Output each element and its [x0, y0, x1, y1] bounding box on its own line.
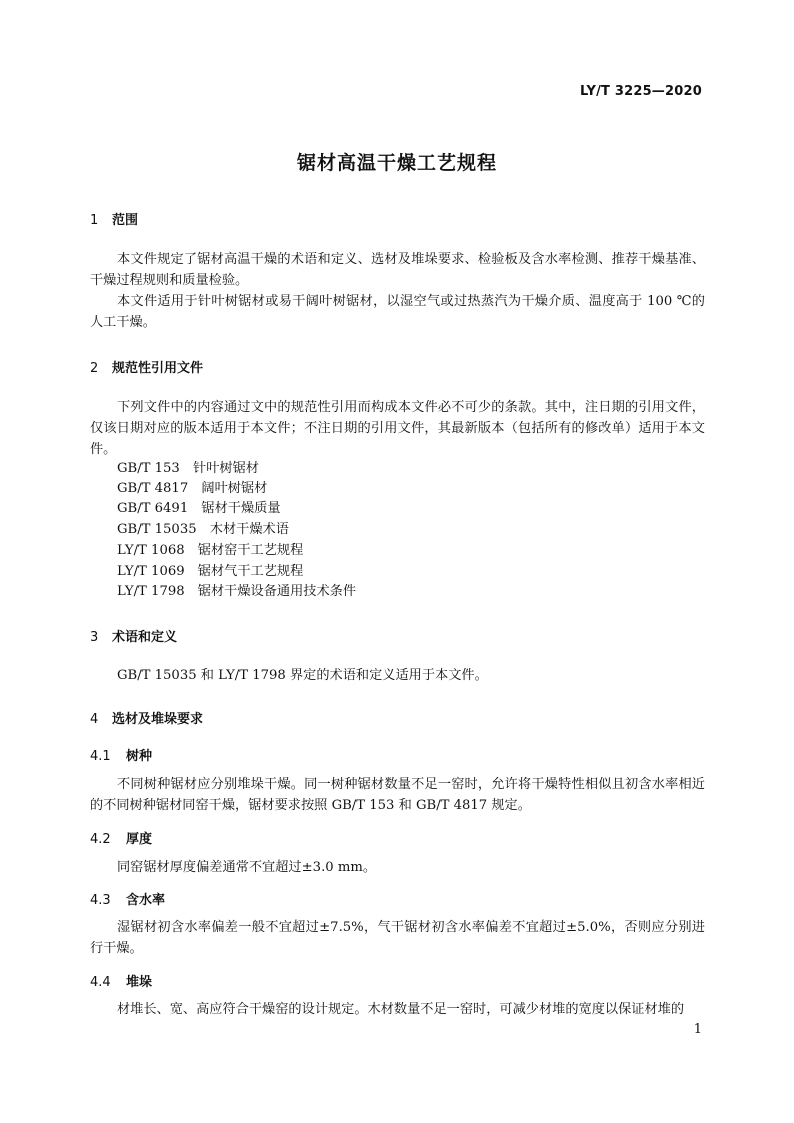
section-3-paragraph-1: GB/T 15035 和 LY/T 1798 界定的术语和定义适用于本文件。 [117, 668, 488, 683]
subsection-4-2-paragraph: 同窑锯材厚度偏差通常不宜超过±3.0 mm。 [117, 860, 377, 875]
section-2-paragraph-1: 下列文件中的内容通过文中的规范性引用而构成本文件必不可少的条款。其中，注日期的引用文件，仅该日期对应的版本适用于本文件；不注日期的引用文件，其最新版本（包括所有的修改单）适用于本文件。 [90, 400, 705, 457]
section-3-heading [90, 626, 177, 645]
subsection-number: 4.4 [90, 975, 111, 990]
reference-item: LY/T 1798 锯材干燥设备通用技术条件 [117, 584, 357, 599]
section-1-heading [90, 209, 138, 228]
subsection-title: 堆垛 [126, 975, 153, 990]
page-number: 1 [693, 1022, 702, 1037]
subsection-4-3-heading [90, 889, 165, 908]
section-title: 规范性引用文件 [112, 361, 204, 376]
subsection-4-3-paragraph: 湿锯材初含水率偏差一般不宜超过±7.5%，气干锯材初含水率偏差不宜超过±5.0%，否则应分别进行干燥。 [90, 920, 705, 956]
subsection-4-4-heading [90, 971, 152, 990]
subsection-4-1-paragraph: 不同树种锯材应分别堆垛干燥。同一树种锯材数量不足一窑时，允许将干燥特性相似且初含水率相近的不同树种锯材同窑干燥，锯材要求按照 GB/T 153 和 GB/T 4817 规定。 [90, 777, 705, 813]
subsection-number: 4.2 [90, 832, 111, 847]
subsection-4-4-paragraph: 材堆长、宽、高应符合干燥窑的设计规定。木材数量不足一窑时，可减少材堆的宽度以保证材堆的 [117, 1002, 685, 1017]
subsection-title: 厚度 [126, 832, 153, 847]
section-title: 术语和定义 [112, 630, 178, 645]
reference-item: GB/T 6491 锯材干燥质量 [117, 501, 281, 516]
section-number: 2 [90, 361, 99, 376]
subsection-4-2-heading [90, 828, 152, 847]
section-2-heading [90, 357, 203, 376]
section-number: 4 [90, 712, 99, 727]
reference-item: LY/T 1069 锯材气干工艺规程 [117, 564, 304, 579]
subsection-number: 4.3 [90, 893, 111, 908]
reference-item: GB/T 15035 木材干燥术语 [117, 522, 289, 537]
subsection-4-1-heading [90, 745, 152, 764]
section-title: 选材及堆垛要求 [112, 712, 204, 727]
subsection-number: 4.1 [90, 749, 111, 764]
reference-item: GB/T 4817 阔叶树锯材 [117, 481, 268, 496]
subsection-title: 树种 [126, 749, 153, 764]
standard-code: LY/T 3225—2020 [580, 84, 702, 99]
section-4-heading [90, 708, 203, 727]
section-1-paragraph-1: 本文件规定了锯材高温干燥的术语和定义、选材及堆垛要求、检验板及含水率检测、推荐干燥基准、干燥过程规则和质量检验。 [90, 252, 705, 288]
section-1-paragraph-2: 本文件适用于针叶树锯材或易干阔叶树锯材，以湿空气或过热蒸汽为干燥介质、温度高于 100 ℃的人工干燥。 [90, 294, 705, 330]
section-number: 1 [90, 213, 99, 228]
subsection-title: 含水率 [126, 893, 166, 908]
section-number: 3 [90, 630, 99, 645]
section-title: 范围 [112, 213, 139, 228]
reference-item: LY/T 1068 锯材窑干工艺规程 [117, 543, 304, 558]
reference-item: GB/T 153 针叶树锯材 [117, 461, 259, 476]
document-title: 锯材高温干燥工艺规程 [296, 152, 497, 174]
